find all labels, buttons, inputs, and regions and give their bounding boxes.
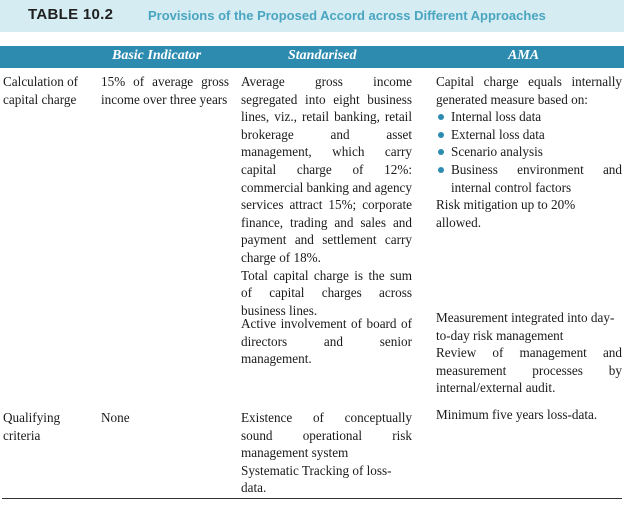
header-standardised: Standarised bbox=[288, 48, 357, 63]
table-header-row bbox=[0, 46, 624, 68]
std-business-lines-text: Average gross income segregated into eight business lines, viz., retail banking, retail brokerage and asset management, which carry capital charge of 12%: commercial banking and agency services attract 15%; corporate finance, trading and sales and payment and settlement carry charge of 18%. bbox=[241, 74, 412, 265]
std-system-text: Existence of conceptually sound operational risk management system bbox=[241, 410, 412, 461]
table-number: TABLE 10.2 bbox=[28, 6, 114, 23]
cell-ama-measurement bbox=[436, 309, 622, 397]
cell-standardised-qualifying bbox=[241, 409, 412, 497]
header-ama: AMA bbox=[508, 48, 540, 63]
bullet-icon bbox=[438, 114, 444, 120]
table-title-bar bbox=[0, 0, 624, 32]
list-item: External loss data bbox=[436, 126, 622, 144]
bullet-icon bbox=[438, 167, 444, 173]
std-board-involvement-text: Active involvement of board of directors and senior management. bbox=[241, 316, 412, 367]
ama-factor-list bbox=[436, 108, 622, 196]
bullet-icon bbox=[438, 132, 444, 138]
header-basic-indicator: Basic Indicator bbox=[112, 48, 202, 63]
std-total-charge-text: Total capital charge is the sum of capital charges across business lines. bbox=[241, 267, 412, 318]
ama-mitigation-text: Risk mitigation up to 20% allowed. bbox=[436, 197, 576, 230]
ama-measurement-text: Measurement integrated into day-to-day risk management bbox=[436, 310, 615, 343]
table-bottom-rule bbox=[2, 498, 622, 499]
ama-intro-text: Capital charge equals internally generated measure based on: bbox=[436, 74, 622, 107]
ama-review-text: Review of management and measurement processes by internal/external audit. bbox=[436, 345, 622, 396]
cell-basic-qualifying: None bbox=[101, 410, 130, 425]
cell-ama-qualifying: Minimum five years loss-data. bbox=[436, 407, 598, 422]
table-title: Provisions of the Proposed Accord across Different Approaches bbox=[148, 8, 546, 23]
list-item: Scenario analysis bbox=[436, 143, 622, 161]
list-item: Internal loss data bbox=[436, 108, 622, 126]
cell-ama-calculation bbox=[436, 73, 622, 231]
list-item: Business environment and internal control factors bbox=[436, 161, 622, 196]
row-label-calculation: Calculation of capital charge bbox=[3, 74, 79, 107]
row-label-qualifying: Qualifying criteria bbox=[3, 410, 61, 443]
cell-basic-calculation: 15% of average gross income over three years bbox=[101, 74, 229, 107]
std-tracking-text: Systematic Tracking of loss-data. bbox=[241, 462, 392, 496]
cell-standardised-calculation bbox=[241, 73, 412, 319]
bullet-icon bbox=[438, 149, 444, 155]
